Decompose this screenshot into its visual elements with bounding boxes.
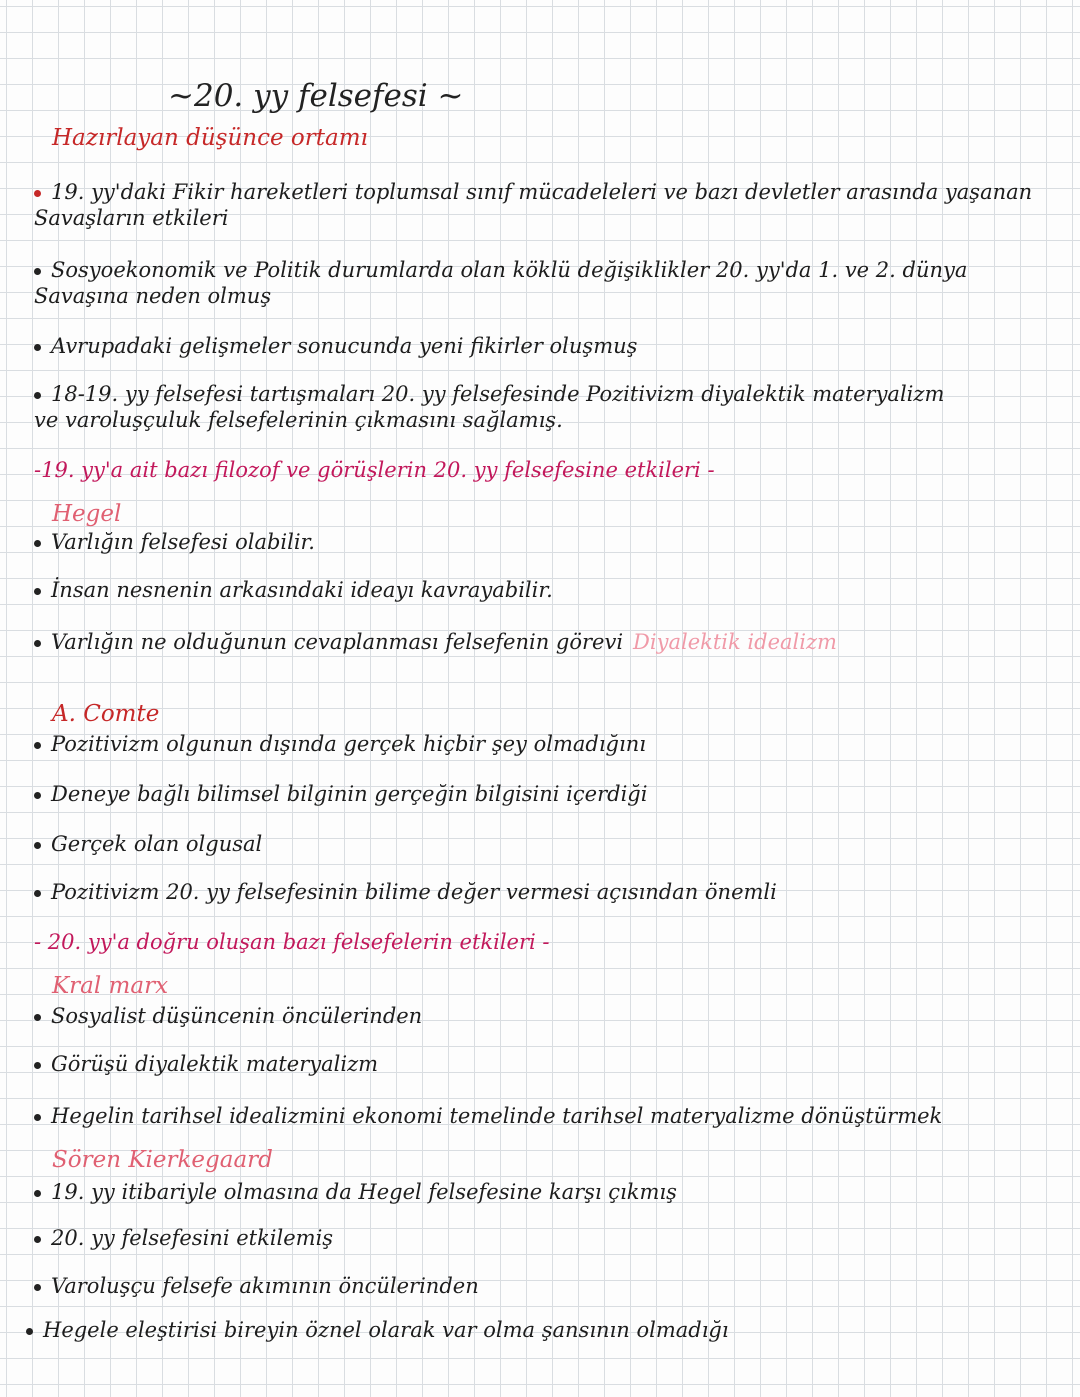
note-line: Sosyalist düşüncenin öncülerinden (34, 1004, 422, 1028)
note-line: Hegele eleştirisi bireyin öznel olarak var olma şansının olmadığı (26, 1318, 729, 1342)
section-heading-comte: A. Comte (52, 701, 160, 727)
section-heading-hegel: Hegel (52, 501, 122, 527)
note-line: Varlığın ne olduğunun cevaplanması felsefenin görevi Diyalektik idealizm (34, 630, 837, 654)
section-heading-kierkegaard: Sören Kierkegaard (52, 1147, 273, 1173)
note-line: Varlığın felsefesi olabilir. (34, 530, 315, 554)
bullet-icon (34, 190, 41, 197)
note-line: Hegelin tarihsel idealizmini ekonomi temelinde tarihsel materyalizme dönüştürmek (34, 1104, 942, 1128)
note-line: Savaşların etkileri (34, 206, 229, 230)
bullet-icon (26, 1328, 33, 1335)
bullet-icon (34, 1190, 41, 1197)
note-line: 19. yy itibariyle olmasına da Hegel felsefesine karşı çıkmış (34, 1180, 677, 1204)
note-line: Pozitivizm 20. yy felsefesinin bilime değer vermesi açısından önemli (34, 880, 777, 904)
bullet-icon (34, 742, 41, 749)
note-line: Deneye bağlı bilimsel bilginin gerçeğin bilgisini içerdiği (34, 782, 647, 806)
bullet-icon (34, 344, 41, 351)
subsection-heading: - 20. yy'a doğru oluşan bazı felsefelerin etkileri - (34, 930, 550, 954)
note-line: Avrupadaki gelişmeler sonucunda yeni fikirler oluşmuş (34, 334, 637, 358)
bullet-icon (34, 792, 41, 799)
annotation-diyalektik-idealizm: Diyalektik idealizm (633, 630, 837, 654)
note-line: Pozitivizm olgunun dışında gerçek hiçbir şey olmadığını (34, 732, 646, 756)
bullet-icon (34, 588, 41, 595)
note-line: Sosyoekonomik ve Politik durumlarda olan köklü değişiklikler 20. yy'da 1. ve 2. dünya (34, 258, 967, 282)
note-line: Gerçek olan olgusal (34, 832, 262, 856)
bullet-icon (34, 1014, 41, 1021)
bullet-icon (34, 1236, 41, 1243)
note-line: İnsan nesnenin arkasındaki ideayı kavrayabilir. (34, 578, 553, 602)
note-line: ve varoluşçuluk felsefelerinin çıkmasını sağlamış. (34, 408, 563, 432)
note-line: 18-19. yy felsefesi tartışmaları 20. yy felsefesinde Pozitivizm diyalektik materyalizm (34, 382, 944, 406)
bullet-icon (34, 640, 41, 647)
section-heading-hazirlayan: Hazırlayan düşünce ortamı (52, 125, 368, 151)
note-line: 20. yy felsefesini etkilemiş (34, 1226, 333, 1250)
subsection-heading: -19. yy'a ait bazı filozof ve görüşlerin 20. yy felsefesine etkileri - (34, 458, 715, 482)
bullet-icon (34, 1114, 41, 1121)
note-line: Savaşına neden olmuş (34, 284, 272, 308)
bullet-icon (34, 268, 41, 275)
bullet-icon (34, 842, 41, 849)
section-heading-marx: Kral marx (52, 973, 169, 999)
page-title: ~20. yy felsefesi ~ (168, 78, 464, 114)
note-line: Görüşü diyalektik materyalizm (34, 1052, 378, 1076)
bullet-icon (34, 392, 41, 399)
bullet-icon (34, 1284, 41, 1291)
note-line: 19. yy'daki Fikir hareketleri toplumsal sınıf mücadeleleri ve bazı devletler arasında yaşanan (34, 180, 1032, 204)
note-line: Varoluşçu felsefe akımının öncülerinden (34, 1274, 479, 1298)
bullet-icon (34, 1062, 41, 1069)
bullet-icon (34, 540, 41, 547)
bullet-icon (34, 890, 41, 897)
